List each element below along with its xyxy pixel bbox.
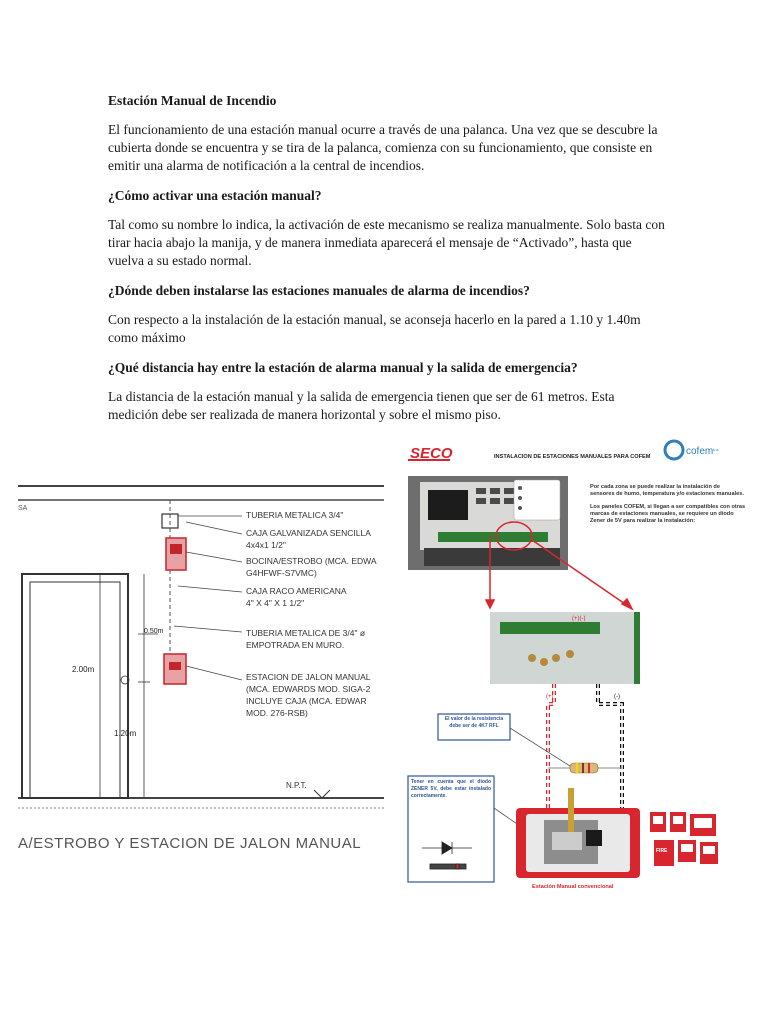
resistor-note-box xyxy=(438,714,570,766)
label-horn-model: G4HFWF-S7VMC) xyxy=(246,568,317,578)
annotation-labels xyxy=(246,510,377,718)
resistor-icon xyxy=(548,763,622,773)
svg-text:SA: SA xyxy=(18,505,28,512)
schematic-title: INSTALACION DE ESTACIONES MANUALES PARA COFEM xyxy=(494,454,651,460)
zener-note-box xyxy=(408,776,520,882)
label-raco-size: 4" X 4" X 1 1/2" xyxy=(246,598,305,608)
label-conduit: TUBERIA METALICA 3/4" xyxy=(246,510,344,520)
seco-logo: SECO xyxy=(410,445,453,462)
intro-paragraph: El funcionamiento de una estación manual ocurre a través de una palanca. Una vez que se descubre la cubierta donde se encuentra y se tira de la palanca, comienza con su funcionamiento, que consiste en emitir una alarma de notificación a la central de incendios. xyxy=(108,122,658,173)
dim-top-label: 0.50m xyxy=(144,628,164,635)
product-thumbnails xyxy=(650,812,718,866)
section-heading-install: ¿Dónde deben instalarse las estaciones manuales de alarma de incendios? xyxy=(108,283,530,298)
label-embedded: EMPOTRADA EN MURO. xyxy=(246,640,345,650)
fire-label: FIRE xyxy=(656,848,668,854)
resistor-note-text: El valor de la resistencia debe ser de 4K7 RFL xyxy=(444,716,504,729)
installation-drawing xyxy=(18,476,384,864)
document-text xyxy=(108,92,668,424)
label-galv-box-size: 4x4x1 1/2" xyxy=(246,540,286,550)
schematic-header xyxy=(408,441,719,462)
plus-minus-label: (+)(-) xyxy=(572,616,586,622)
plus-wire-label: (+) xyxy=(546,694,554,700)
npt-arrow-icon xyxy=(314,790,330,798)
door-frame xyxy=(22,574,128,798)
drawing-caption: A/ESTROBO Y ESTACION DE JALON MANUAL xyxy=(18,835,362,852)
pull-station-device xyxy=(164,654,186,684)
document-title: Estación Manual de Incendio xyxy=(108,93,277,108)
section-heading-distance: ¿Qué distancia hay entre la estación de alarma manual y la salida de emergencia? xyxy=(108,360,578,375)
wiring-loop xyxy=(548,684,622,816)
label-pull-box: INCLUYE CAJA (MCA. EDWAR xyxy=(246,696,367,706)
dim-lower-label: 1.20m xyxy=(114,729,137,738)
label-pull-station: ESTACION DE JALON MANUAL xyxy=(246,672,371,682)
npt-label: N.P.T. xyxy=(286,781,307,790)
side-notes xyxy=(590,484,746,594)
dim-height-label: 2.00m xyxy=(72,665,95,674)
cofem-installation-schematic xyxy=(402,436,752,892)
cofem-logo-icon xyxy=(665,441,683,459)
ceiling-slab xyxy=(18,486,384,512)
side-note-1: Por cada zona se puede realizar la instalación de sensores de humo, temperatura y/o estaciones manuales. xyxy=(590,484,744,497)
section-body-distance: La distancia de la estación manual y la salida de emergencia tienen que ser de 61 metros. Esta medición debe ser realizada de manera horizontal y sobre el mismo piso. xyxy=(108,389,615,422)
label-horn-strobe: BOCINA/ESTROBO (MCA. EDWA xyxy=(246,556,377,566)
label-pull-box-model: MOD. 276-RSB) xyxy=(246,708,308,718)
section-body-install: Con respecto a la instalación de la estación manual, se aconseja hacerlo en la pared a 1.10 y 1.40m como máximo xyxy=(108,312,641,345)
label-galv-box: CAJA GALVANIZADA SENCILLA xyxy=(246,528,371,538)
label-raco-box: CAJA RACO AMERICANA xyxy=(246,586,347,596)
dimension-lines xyxy=(94,574,158,798)
terminal-block xyxy=(490,612,640,684)
floor-line xyxy=(18,798,384,808)
label-conduit-wall: TUBERIA METALICA DE 3/4" ø xyxy=(246,628,366,638)
horn-strobe-device xyxy=(166,538,186,570)
control-panel-photo xyxy=(408,476,568,570)
cofem-logo: cofem xyxy=(686,446,714,457)
side-note-2: Los paneles COFEM, si llegan a ser compatibles con otras marcas de estaciones manuales, se requiere un diodo Zener de 5V para realizar la instalación: xyxy=(590,504,746,524)
minus-wire-label: (-) xyxy=(614,694,620,700)
label-pull-model: (MCA. EDWARDS MOD. SIGA-2 xyxy=(246,684,371,694)
zener-note-text: Tener en cuenta que el diodo ZENER 5V, debe estar instalado correctamente. xyxy=(411,779,491,799)
station-caption: Estación Manual convencional xyxy=(532,884,614,890)
section-body-activate: Tal como su nombre lo indica, la activación de este mecanismo se realiza manualmente. Solo basta con tirar hacia abajo la manija, y de manera inmediata aparecerá el mensaje de “Activado”, hasta que vuelva a su estado normal. xyxy=(108,217,665,268)
cofem-logo-suffix: s.a. xyxy=(713,447,720,452)
section-heading-activate: ¿Cómo activar una estación manual? xyxy=(108,188,322,203)
